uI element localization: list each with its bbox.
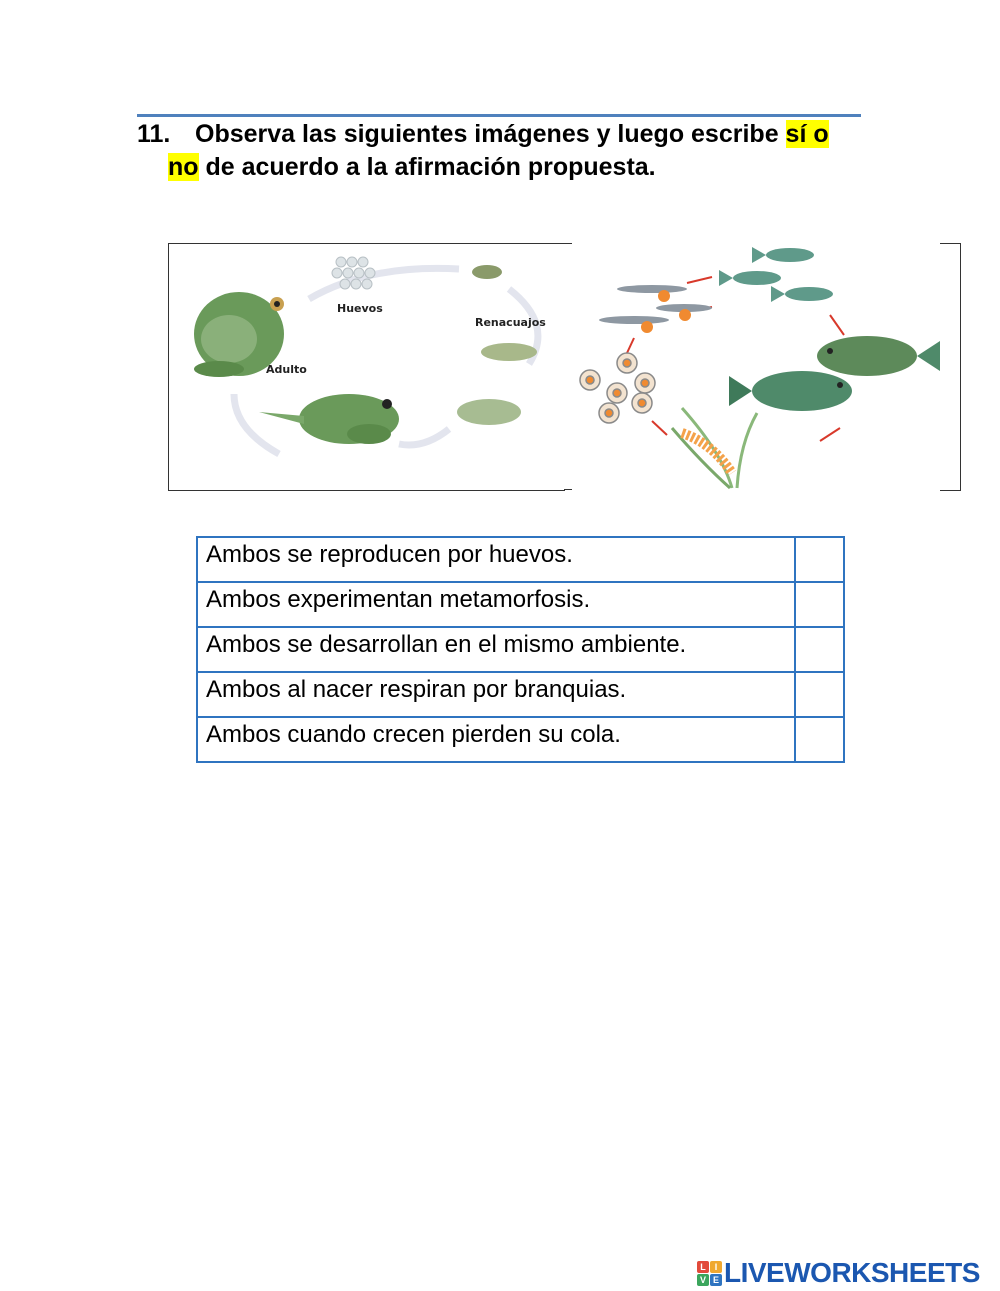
frame-corner-marker — [564, 489, 572, 490]
logo-letter: E — [710, 1274, 722, 1286]
cycle-arrow — [309, 268, 459, 299]
cycle-arrow — [399, 429, 449, 445]
answer-cell[interactable] — [795, 627, 844, 672]
froglet — [472, 265, 502, 279]
statement-text: Ambos se desarrollan en el mismo ambiente. — [197, 627, 795, 672]
statement-text: Ambos al nacer respiran por branquias. — [197, 672, 795, 717]
label-tadpoles: Renacuajos — [475, 316, 546, 329]
statements-table — [196, 536, 845, 763]
table-row — [197, 627, 844, 672]
logo-letter: V — [697, 1274, 709, 1286]
answer-cell[interactable] — [795, 537, 844, 582]
label-eggs: Huevos — [337, 302, 383, 315]
logo-text: LIVEWORKSHEETS — [724, 1257, 980, 1288]
label-adult: Adulto — [266, 363, 307, 376]
logo-letter: I — [710, 1261, 722, 1273]
question-line-2 — [137, 151, 877, 184]
seaweed-with-eggs — [672, 408, 757, 488]
statement-text: Ambos experimentan metamorfosis. — [197, 582, 795, 627]
cycle-arrow — [687, 277, 712, 283]
table-row — [197, 717, 844, 762]
question-prompt — [137, 118, 877, 184]
fish-larva — [599, 316, 669, 333]
juvenile-fish — [719, 247, 833, 302]
answer-cell[interactable] — [795, 672, 844, 717]
answer-cell[interactable] — [795, 717, 844, 762]
table-row — [197, 537, 844, 582]
logo-mark-icon — [697, 1261, 722, 1286]
cycle-arrow — [627, 338, 634, 353]
adult-fish — [729, 371, 852, 411]
highlight-no: no — [168, 153, 199, 181]
table-row — [197, 672, 844, 717]
statement-text: Ambos se reproducen por huevos. — [197, 537, 795, 582]
juvenile-frog — [259, 394, 399, 444]
fish-lifecycle-frame — [572, 243, 961, 490]
answer-cell[interactable] — [795, 582, 844, 627]
adult-fish — [817, 336, 940, 376]
fish-eggs — [580, 353, 655, 423]
cycle-arrow — [234, 394, 279, 454]
highlight-si-o: sí o — [785, 120, 829, 148]
frame-corner-marker — [564, 243, 572, 244]
frog-lifecycle-frame — [168, 243, 565, 491]
liveworksheets-logo[interactable] — [697, 1257, 980, 1289]
header-rule — [137, 114, 861, 117]
table-row — [197, 582, 844, 627]
question-line-1 — [137, 118, 877, 151]
question-text-2: de acuerdo a la afirmación propuesta. — [198, 153, 656, 181]
tadpole-with-legs — [457, 399, 521, 425]
question-number: 11. — [137, 120, 171, 148]
fish-larva — [617, 285, 687, 302]
cycle-arrow — [830, 315, 844, 335]
logo-letter: L — [697, 1261, 709, 1273]
fish-lifecycle-illustration — [572, 243, 961, 490]
cycle-arrow — [652, 421, 667, 435]
tadpole — [481, 343, 537, 361]
statement-text: Ambos cuando crecen pierden su cola. — [197, 717, 795, 762]
frog-lifecycle-illustration — [169, 244, 565, 490]
question-text-1: Observa las siguientes imágenes y luego escribe — [195, 120, 786, 148]
cycle-arrow — [820, 428, 840, 441]
